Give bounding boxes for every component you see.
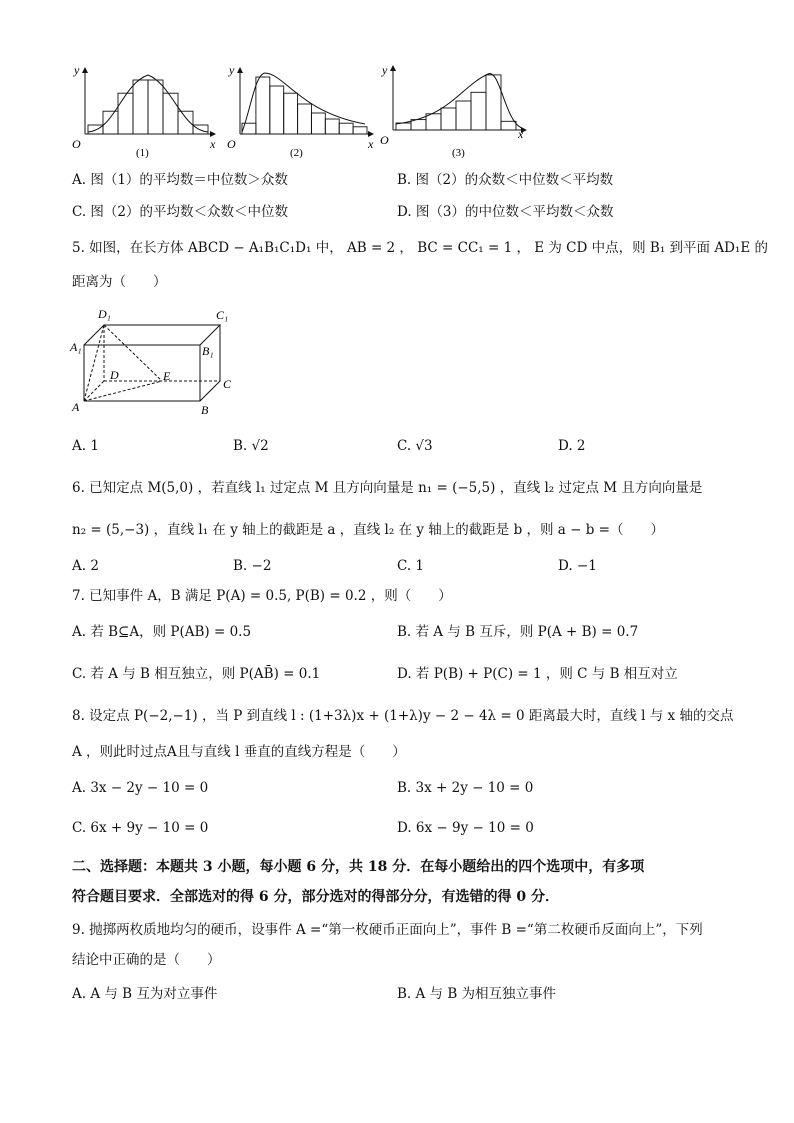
- cuboid-figure: [66, 305, 246, 420]
- label-b1: B₁: [202, 344, 214, 358]
- histogram-1-bar: [133, 80, 148, 134]
- histogram-1-bar: [118, 93, 133, 134]
- histogram-3-bar: [456, 101, 471, 130]
- label-d: D: [110, 368, 119, 382]
- histogram-2-bars: [242, 77, 367, 134]
- q5-option-b[interactable]: B. √2: [233, 438, 269, 454]
- q6-option-b[interactable]: B. −2: [233, 558, 272, 574]
- histogram-3-bar: [441, 108, 456, 130]
- q7-option-c[interactable]: C. 若 A 与 B 相互独立，则 P(AB̄) = 0.1: [72, 666, 321, 682]
- histogram-2-y-label: y: [229, 63, 235, 77]
- histogram-1-bar: [193, 125, 208, 134]
- histogram-1-bar: [88, 125, 103, 134]
- label-c: C: [223, 377, 232, 391]
- q4-option-c[interactable]: C. 图（2）的平均数＜众数＜中位数: [72, 204, 289, 220]
- q4-option-d[interactable]: D. 图（3）的中位数＜平均数＜众数: [397, 204, 614, 220]
- histogram-3-bar: [471, 92, 486, 130]
- q8-stem-cont: A ，则此时过点A且与直线 l 垂直的直线方程是（ ）: [72, 744, 406, 760]
- q5-option-c[interactable]: C. √3: [397, 438, 433, 454]
- histogram-figures: [60, 62, 540, 162]
- label-a1: A₁: [70, 340, 82, 354]
- histogram-2-bar: [339, 123, 353, 134]
- label-e: E: [163, 369, 171, 383]
- histogram-3-origin: O: [380, 133, 389, 147]
- histogram-1: [72, 63, 216, 159]
- q5-stem: 5. 如图，在长方体 ABCD − A₁B₁C₁D₁ 中， AB = 2 ， BC = CC₁ = 1 ， E 为 CD 中点，则 B₁ 到平面 AD₁E 的: [72, 240, 768, 256]
- histogram-2-bar: [256, 77, 270, 134]
- histogram-3: [380, 63, 526, 159]
- histogram-1-caption: (1): [136, 147, 149, 159]
- q7-option-d[interactable]: D. 若 P(B) + P(C) = 1 ，则 C 与 B 相互对立: [397, 666, 678, 682]
- q5-stem-cont: 距离为（ ）: [72, 274, 167, 290]
- histogram-1-x-label: x: [210, 137, 216, 151]
- label-a: A: [72, 400, 80, 414]
- histogram-2: [227, 63, 374, 159]
- label-b: B: [201, 403, 209, 417]
- histogram-3-bar: [426, 114, 441, 130]
- q9-option-a[interactable]: A. A 与 B 互为对立事件: [72, 986, 218, 1002]
- label-c1: C₁: [216, 308, 229, 322]
- q8-option-a[interactable]: A. 3x − 2y − 10 = 0: [72, 780, 209, 796]
- histogram-2-bar: [298, 104, 312, 134]
- histogram-1-origin: O: [72, 137, 81, 151]
- q6-stem: 6. 已知定点 M(5,0) ，若直线 l₁ 过定点 M 且方向向量是 n₁ = (−5,5) ，直线 l₂ 过定点 M 且方向向量是: [72, 480, 703, 496]
- q7-option-a[interactable]: A. 若 B⊆A，则 P(AB) = 0.5: [72, 624, 252, 640]
- q6-stem-cont: n₂ = (5,−3) ，直线 l₁ 在 y 轴上的截距是 a ，直线 l₂ 在 y 轴上的截距是 b ，则 a − b =（ ）: [72, 522, 664, 538]
- histogram-2-bar: [353, 127, 367, 134]
- q6-option-c[interactable]: C. 1: [397, 558, 425, 574]
- histogram-2-bar: [284, 93, 298, 134]
- q9-option-b[interactable]: B. A 与 B 为相互独立事件: [397, 986, 557, 1002]
- histogram-2-caption: (2): [290, 147, 303, 159]
- q6-option-d[interactable]: D. −1: [558, 558, 597, 574]
- q4-option-b[interactable]: B. 图（2）的众数＜中位数＜平均数: [397, 172, 614, 188]
- q5-option-a[interactable]: A. 1: [72, 438, 99, 454]
- histogram-2-bar: [325, 119, 339, 134]
- histogram-1-bar: [148, 80, 163, 134]
- histogram-3-caption: (3): [452, 147, 465, 159]
- q9-stem: 9. 抛掷两枚质地均匀的硬币，设事件 A =“第一枚硬币正面向上”，事件 B =“第二枚硬币反面向上”，下列: [72, 922, 703, 938]
- histogram-1-bar: [103, 111, 118, 134]
- q8-stem: 8. 设定点 P(−2,−1) ，当 P 到直线 l : (1+3λ)x + (1+λ)y − 2 − 4λ = 0 距离最大时，直线 l 与 x 轴的交点: [72, 708, 734, 724]
- q4-option-a[interactable]: A. 图（1）的平均数＝中位数＞众数: [72, 172, 288, 188]
- q5-option-d[interactable]: D. 2: [558, 438, 586, 454]
- label-d1: D₁: [98, 307, 111, 321]
- q9-stem-cont: 结论中正确的是（ ）: [72, 952, 221, 968]
- q8-option-b[interactable]: B. 3x + 2y − 10 = 0: [397, 780, 534, 796]
- histogram-2-origin: O: [227, 137, 236, 151]
- histogram-2-bar: [270, 86, 284, 134]
- q8-option-d[interactable]: D. 6x − 9y − 10 = 0: [397, 820, 534, 836]
- histogram-3-x-label: x: [518, 127, 524, 141]
- section2-heading: 二、选择题：本题共 3 小题，每小题 6 分，共 18 分．在每小题给出的四个选项中，有多项: [72, 859, 645, 875]
- histogram-3-bar: [486, 75, 501, 130]
- histogram-2-x-label: x: [368, 137, 374, 151]
- histogram-2-bar: [311, 113, 325, 134]
- histogram-1-bar: [163, 93, 178, 134]
- q7-stem: 7. 已知事件 A，B 满足 P(A) = 0.5, P(B) = 0.2 ，则（ ）: [72, 588, 452, 604]
- section2-heading-cont: 符合题目要求．全部选对的得 6 分，部分选对的得部分分，有选错的得 0 分．: [72, 889, 559, 905]
- histogram-1-bars: [88, 80, 208, 134]
- q8-option-c[interactable]: C. 6x + 9y − 10 = 0: [72, 820, 209, 836]
- histogram-3-bar: [411, 120, 426, 130]
- histogram-3-bar: [501, 121, 516, 130]
- q7-option-b[interactable]: B. 若 A 与 B 互斥，则 P(A + B) = 0.7: [397, 624, 639, 640]
- q6-option-a[interactable]: A. 2: [72, 558, 99, 574]
- histogram-3-y-label: y: [382, 63, 388, 77]
- histogram-1-y-label: y: [74, 63, 80, 77]
